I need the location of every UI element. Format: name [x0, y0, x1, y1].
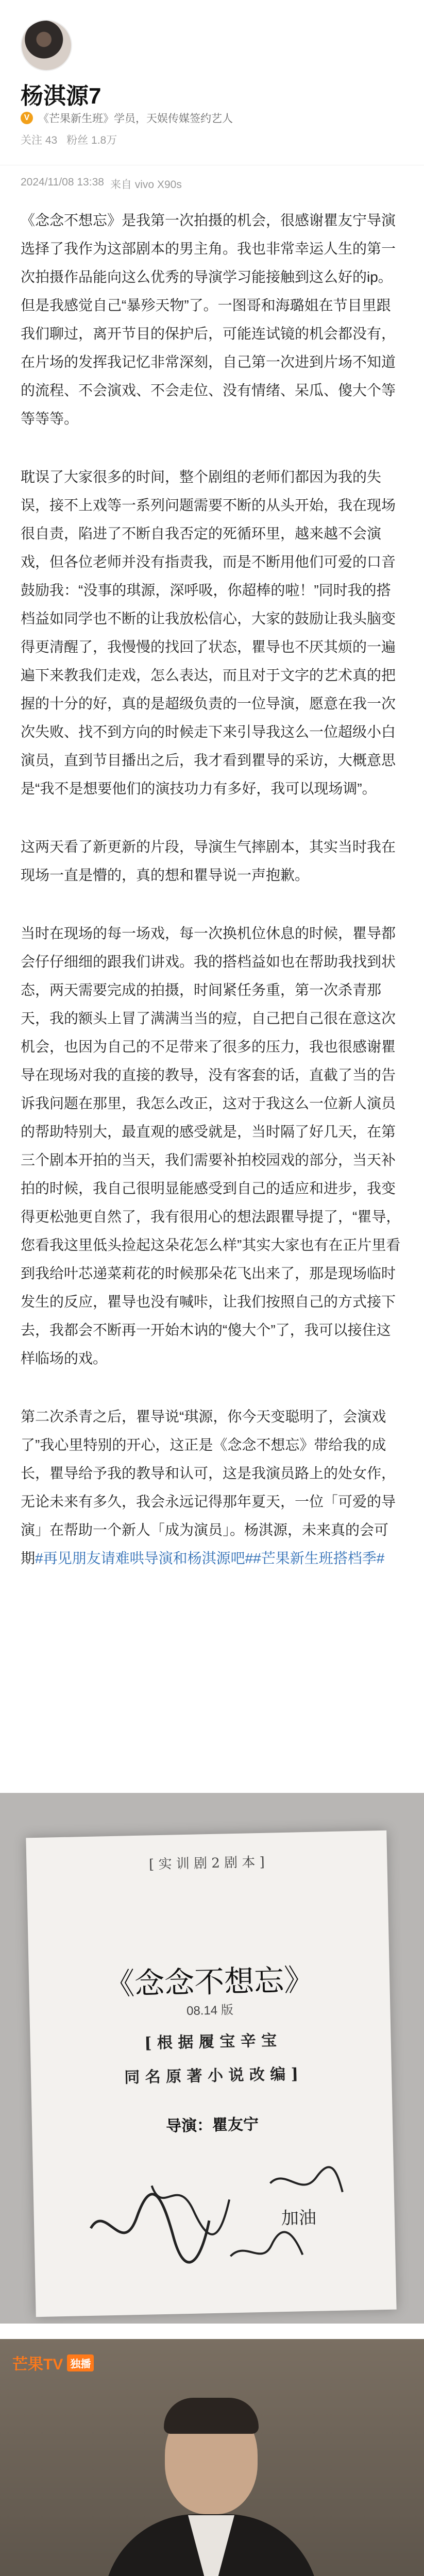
handwritten-signature: [74, 2150, 354, 2290]
script-photo[interactable]: [0, 1793, 424, 2324]
paragraph-5: [21, 1402, 402, 1572]
script-source: [ 根 据 履 宝 辛 宝: [144, 2031, 277, 2053]
profile-header: [0, 0, 424, 146]
profile-stats: [21, 132, 117, 147]
username[interactable]: 杨淇源7: [21, 83, 101, 109]
follower-count[interactable]: 粉丝 1.8万: [66, 134, 117, 146]
paragraph-4: 当时在现场的每一场戏，每一次换机位休息的时候，瞿导都会仔仔细细的跟我们讲戏。我的搭档益如也在帮助我找到状态，两天需要完成的拍摄，时间紧任务重，第一次杀青那天，我的额头上冒了满满当当的痘，自己把自己很在意这次机会，也因为自己的不足带来了很多的压力，我也很感谢瞿导在现场对我的直接的教导，没有客套的话，直截了当的告诉我问题在那里，我怎么改正，这对于我这么一位新人演员的帮助特别大，最直观的感受就是，当时隔了好几天，在第三个剧本开拍的当天，我们需要补拍校园戏的部分，当天补拍的时候，我自己很明显能感受到自己的适应和进步，我变得更松弛更自然了，我有很用心的想法跟瞿导提了，“瞿导，您看我这里低头捡起这朵花怎么样”其实大家也有在正片里看到我给叶芯递菜莉花的时候那朵花飞出来了，那是现场临时发生的反应，瞿导也没有喊咔，让我们按照自己的方式接下去，我都会不断再一开始木讷的“傻大个”了，我可以接住这样临场的戏。: [21, 925, 401, 1366]
verified-text: 《芒果新生班》学员，天娱传媒签约艺人: [38, 113, 233, 125]
svg-text:加油: 加油: [281, 2207, 317, 2229]
paragraph-2: 耽误了大家很多的时间，整个剧组的老师们都因为我的失误，接不上戏等一系列问题需要不断的从头开始，我在现场很自责，陷进了不断自我否定的死循环里，越来越不会演戏，但各位老师并没有指责我，而是不断用他们可爱的口音鼓励我：“没事的琪源，深呼吸，你超棒的啦！”同时我的搭档益如同学也不断的让我放松信心，大家的鼓励让我头脑变得更清醒了，我慢慢的找回了状态，瞿导也不厌其烦的一遍遍下来教我们走戏，怎么表达，而且对于文字的艺术真的把握的十分的好，真的是超级负责的一位导演，愿意在我一次次失败、找不到方向的时候走下来引导我这么一位超级小白演员，直到节目播出之后，我才看到瞿导的采访，大概意思是“我不是想要他们的演技功力有多好，我可以现场调”。: [21, 469, 396, 796]
script-cover: [26, 1831, 396, 2317]
hashtags[interactable]: #再见朋友请难哄导演和杨淇源吧##芒果新生班搭档季#: [35, 1550, 385, 1566]
avatar[interactable]: [21, 20, 72, 71]
verified-row: [21, 110, 233, 126]
script-adapted: 同 名 原 著 小 说 改 编 ]: [124, 2065, 299, 2087]
post-date: 2024/11/08 13:38: [21, 176, 104, 188]
following-count[interactable]: 关注 43: [21, 134, 58, 146]
post-meta: [21, 176, 182, 192]
paragraph-3: 这两天看了新更新的片段，导演生气摔剧本，其实当时我在现场一直是懵的，真的想和瞿导说一声抱歉。: [21, 839, 396, 883]
post-source: 来自 vivo X90s: [110, 179, 182, 191]
paragraph-1: 《念念不想忘》是我第一次拍摄的机会，很感谢瞿友宁导演选择了我作为这部剧本的男主角。我也非常幸运人生的第一次拍摄作品能向这么优秀的导演学习能接触到这么好的ip。但是我感觉自己“暴殄天物”了。一图哥和海璐姐在节目里跟我们聊过，离开节目的保护后，可能连试镜的机会都没有，在片场的发挥我记忆非常深刻，自己第一次进到片场不知道的流程、不会演戏、不会走位、没有情绪、呆瓜、傻大个等等等等。: [21, 212, 396, 427]
post-content: [21, 206, 402, 1602]
mangotv-logo: [12, 2351, 94, 2374]
verified-icon: V: [21, 112, 33, 124]
script-header: [ 实 训 剧 2 剧 本 ]: [148, 1854, 265, 1873]
show-screenshot[interactable]: [0, 2339, 424, 2576]
paragraph-5-text: 第二次杀青之后，瞿导说“琪源，你今天变聪明了，会演戏了”我心里特别的开心，这正是《念念不想忘》带给我的成长，瞿导给予我的教导和认可，这是我演员路上的处女作，无论未来有多久，我会永远记得那年夏天，一位「可爱的导演」在帮助一个新人「成为演员」。杨淇源，未来真的会可期: [21, 1409, 396, 1566]
script-date: 08.14 版: [186, 2003, 234, 2018]
script-title: 《念念不想忘》: [104, 1962, 314, 2002]
logo-sub: 独播: [67, 2354, 94, 2371]
logo-text: 芒果TV: [12, 2356, 63, 2373]
script-director: 导演：瞿友宁: [165, 2116, 259, 2135]
director-figure: [103, 2401, 319, 2576]
